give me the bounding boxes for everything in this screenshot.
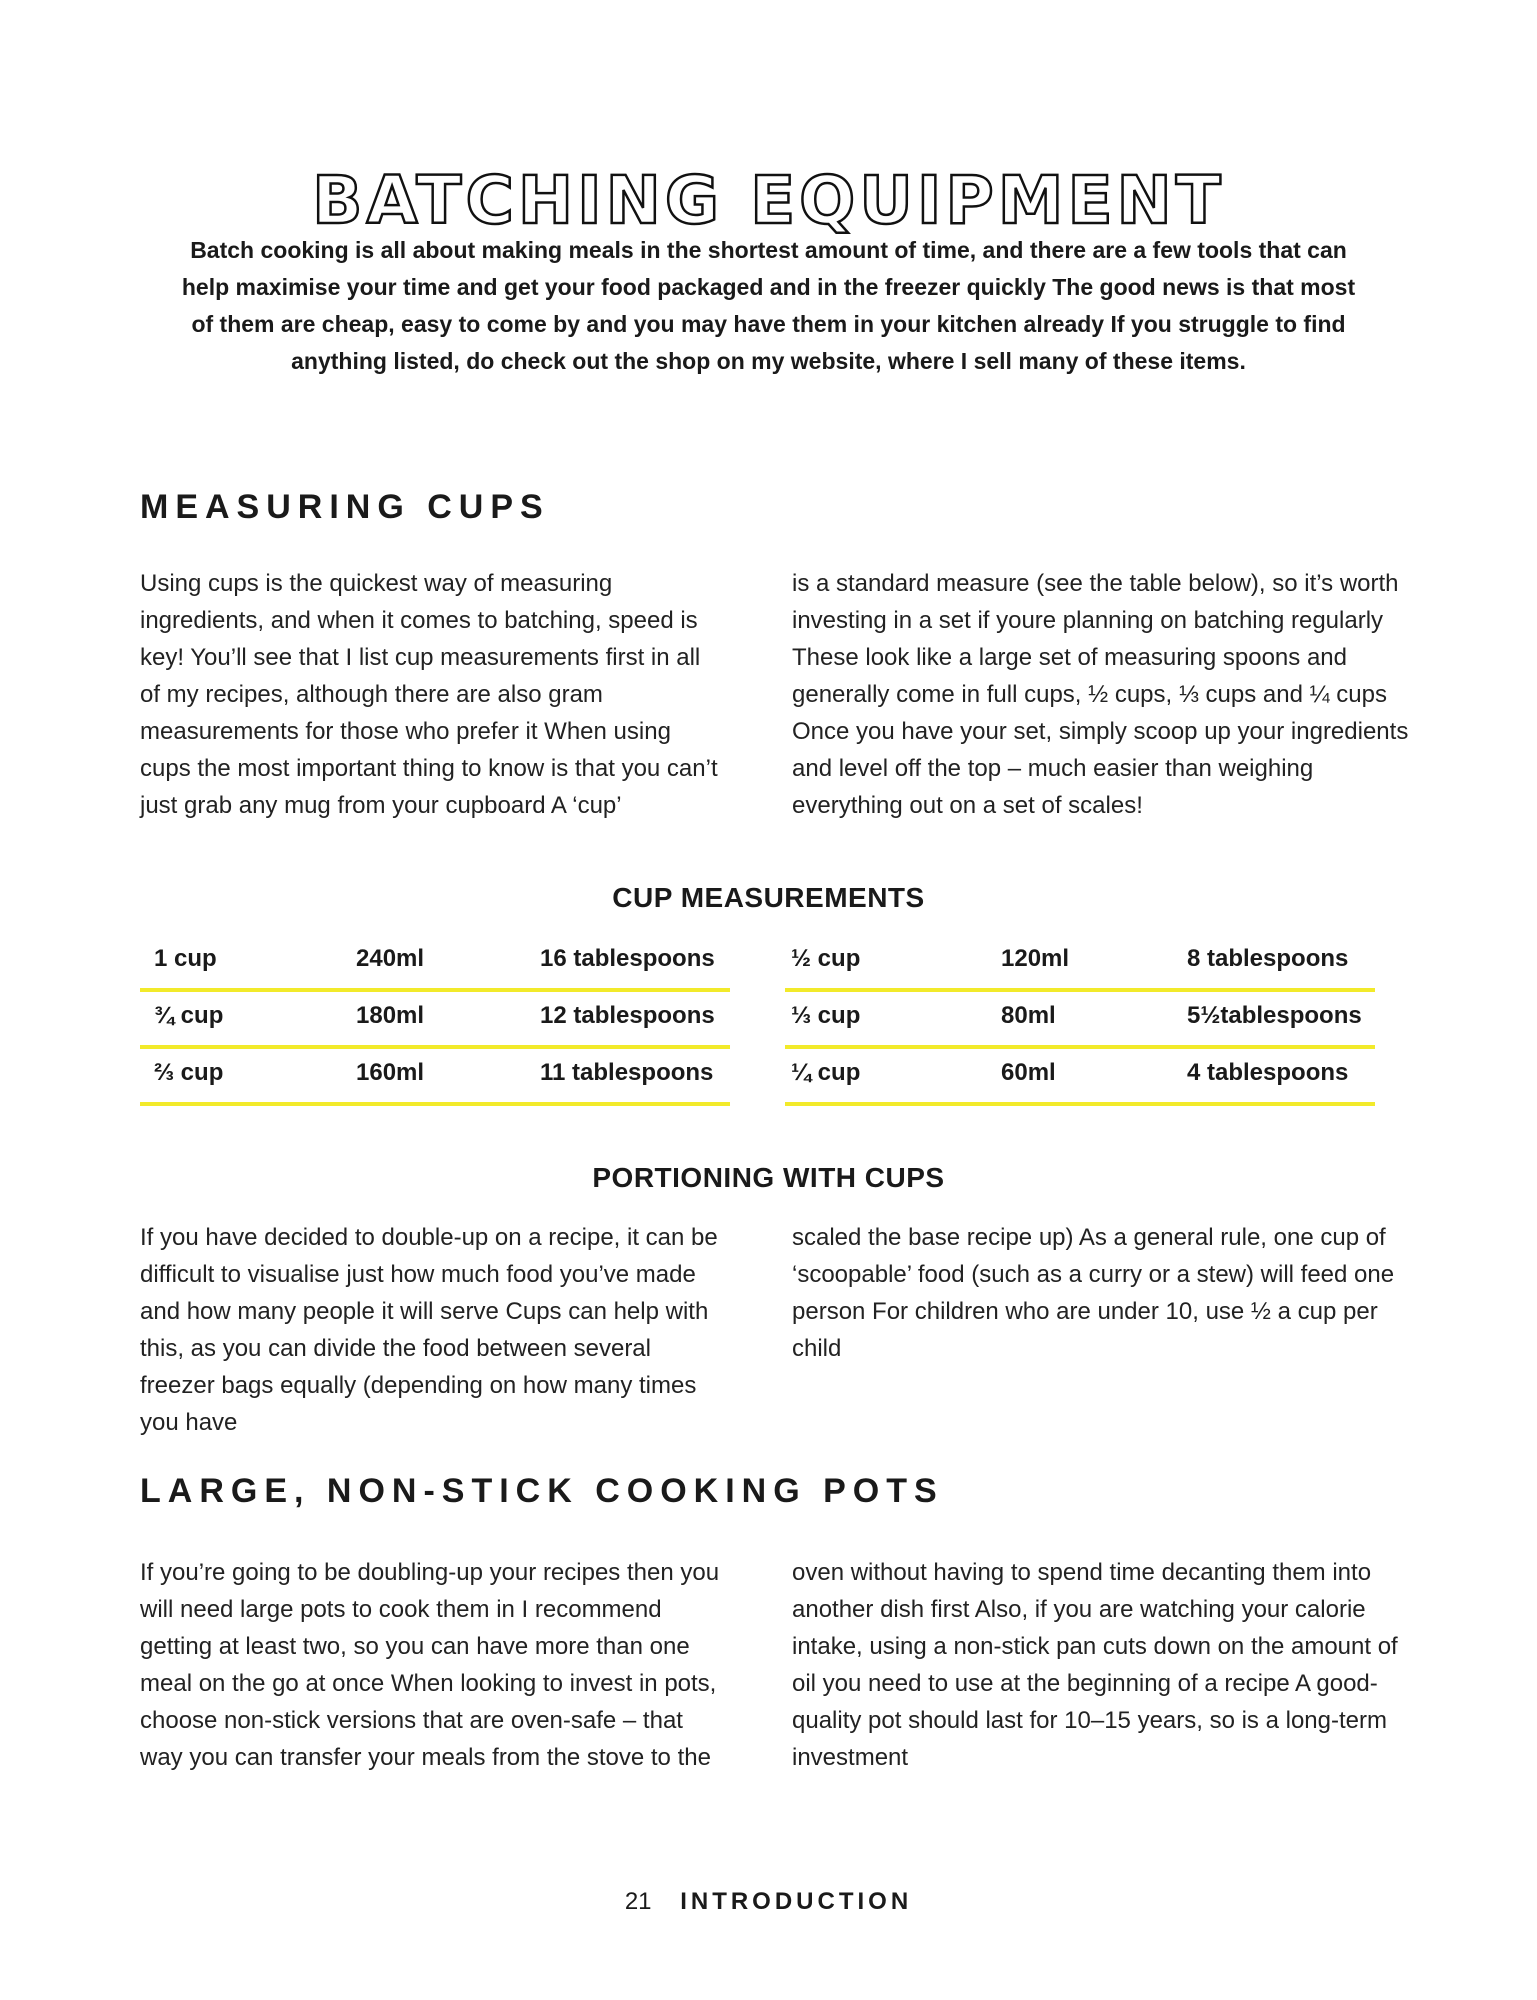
table-row (140, 935, 730, 992)
cup-tablespoons: 12 tablespoons (540, 1002, 715, 1029)
cup-size: ¼ cup (791, 1059, 861, 1086)
page-footer (0, 1888, 1537, 1916)
measuring-cups-heading: MEASURING CUPS (140, 488, 550, 526)
cup-ml: 240ml (356, 945, 425, 972)
cup-ml: 60ml (1001, 1059, 1056, 1086)
cup-ml: 160ml (356, 1059, 425, 1086)
table-row (785, 1049, 1375, 1106)
cup-ml: 120ml (1001, 945, 1070, 972)
measuring-cups-text-right: is a standard measure (see the table below), so it’s worth investing in a set if youre planning on batching regularly These look like a large set of measuring spoons and generally come in full cups, ½ cups, ⅓ cups and ¼ cups Once you have your set, simply scoop up your ingredients and level off the top – much easier than weighing everything out on a set of scales! (792, 570, 1409, 819)
portioning-heading: PORTIONING WITH CUPS (592, 1162, 945, 1193)
cup-tablespoons: 16 tablespoons (540, 945, 715, 972)
table-row (785, 992, 1375, 1049)
cup-ml: 80ml (1001, 1002, 1056, 1029)
cup-tablespoons: 8 tablespoons (1187, 945, 1349, 972)
cup-table-left (140, 935, 730, 1106)
cup-size: 1 cup (154, 945, 217, 972)
cup-tablespoons: 11 tablespoons (540, 1059, 714, 1086)
intro-paragraph: Batch cooking is all about making meals in the shortest amount of time, and there are a few tools that can help maximise your time and get your food packaged and in the freezer quickly The good news is that most of them are cheap, easy to come by and you may have them in your kitchen already If you struggle to find anything listed, do check out the shop on my website, where I sell many of these items. (181, 237, 1356, 374)
table-row (140, 1049, 730, 1106)
cup-size: ½ cup (791, 945, 861, 972)
portioning-text-left: If you have decided to double-up on a recipe, it can be difficult to visualise just how much food you’ve made and how many people it will serve Cups can help with this, as you can divide the food between several freezer bags equally (depending on how many times you have (140, 1224, 718, 1436)
section-label: INTRODUCTION (680, 1888, 913, 1915)
table-row (785, 935, 1375, 992)
cup-measurements-heading: CUP MEASUREMENTS (612, 882, 925, 913)
cooking-pots-text-right: oven without having to spend time decanting them into another dish first Also, if you are watching your calorie intake, using a non-stick pan cuts down on the amount of oil you need to use at the beginning of a recipe A good-quality pot should last for 10–15 years, so is a long-term investment (792, 1559, 1398, 1771)
cup-size: ⅔ cup (154, 1059, 224, 1086)
cup-size: ¾ cup (154, 1002, 224, 1029)
cup-table-right (785, 935, 1375, 1106)
cup-ml: 180ml (356, 1002, 425, 1029)
page-title: BATCHING EQUIPMENT (312, 162, 1225, 240)
portioning-text-right: scaled the base recipe up) As a general rule, one cup of ‘scoopable’ food (such as a curry or a stew) will feed one person For children who are under 10, use ½ a cup per child (792, 1224, 1395, 1362)
cup-tablespoons: 5½tablespoons (1187, 1002, 1362, 1029)
table-row (140, 992, 730, 1049)
page-number: 21 (624, 1888, 652, 1915)
cup-tablespoons: 4 tablespoons (1187, 1059, 1349, 1086)
cooking-pots-text-left: If you’re going to be doubling-up your recipes then you will need large pots to cook them in I recommend getting at least two, so you can have more than one meal on the go at once When looking to invest in pots, choose non-stick versions that are oven-safe – that way you can transfer your meals from the stove to the (140, 1559, 720, 1771)
measuring-cups-text-left: Using cups is the quickest way of measuring ingredients, and when it comes to batching, speed is key! You’ll see that I list cup measurements first in all of my recipes, although there are also gram measurements for those who prefer it When using cups the most important thing to know is that you can’t just grab any mug from your cupboard A ‘cup’ (140, 570, 718, 819)
cooking-pots-heading: LARGE, NON-STICK COOKING POTS (140, 1472, 944, 1510)
cup-size: ⅓ cup (791, 1002, 861, 1029)
